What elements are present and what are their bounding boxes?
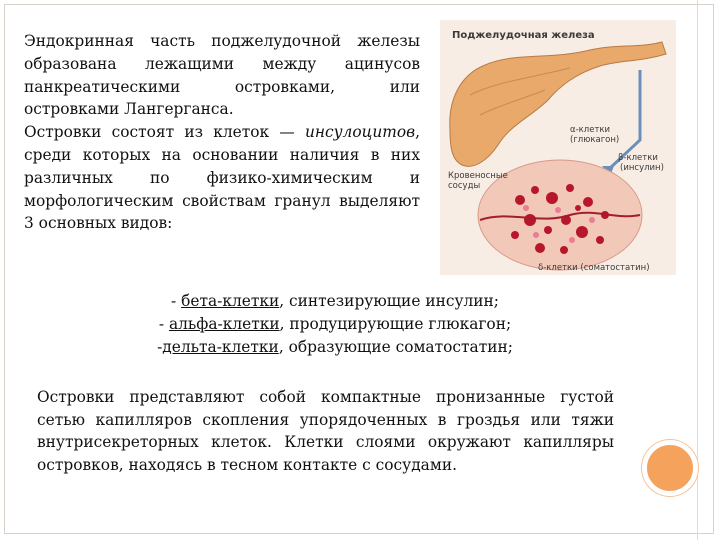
beta-cells-sub: (инсулин) — [620, 163, 664, 173]
intro-paragraph-2: Островки состоят из клеток — инсулоцитов, среди которых на основании наличия в них различных по физико-химическим и морфологическим свойствам гранул выделяют 3 основных видов: — [24, 123, 420, 233]
summary-paragraph: Островки представляют собой компактные пронизанные густой сетью капилляров скопления упорядоченных в гроздья или тяжи внутрисекреторных клеток. Клетки слоями окружают капилляры островков, находясь в тесном контакте с сосудами. — [37, 388, 614, 474]
delta-cells-label: δ-клетки (соматостатин) — [538, 263, 650, 273]
cell-types-list — [100, 290, 570, 358]
vessels-label-1: Кровеносные — [448, 171, 508, 181]
intro-text — [24, 30, 420, 235]
decorative-circle — [642, 440, 698, 496]
alpha-cells-sub: (глюкагон) — [570, 135, 620, 145]
insulocytes-term: инсулоцитов — [304, 123, 416, 142]
beta-cells-label: β-клетки — [618, 153, 658, 163]
pancreas-illustration — [440, 20, 676, 275]
vessels-label-2: сосуды — [448, 181, 481, 191]
summary-text — [37, 386, 614, 476]
list-item: -дельта-клетки, образующие соматостатин; — [157, 337, 513, 356]
list-item: - альфа-клетки, продуцирующие глюкагон; — [158, 314, 512, 333]
list-item: - бета-клетки, синтезирующие инсулин; — [170, 292, 499, 310]
intro-paragraph-1: Эндокринная часть поджелудочной железы образована лежащими между ацинусов панкреатическими островками, или островками Лангерганса. — [24, 32, 420, 119]
side-divider — [697, 0, 698, 540]
illustration-title: Поджелудочная железа — [452, 30, 595, 41]
alpha-cells-label: α-клетки — [570, 125, 611, 135]
